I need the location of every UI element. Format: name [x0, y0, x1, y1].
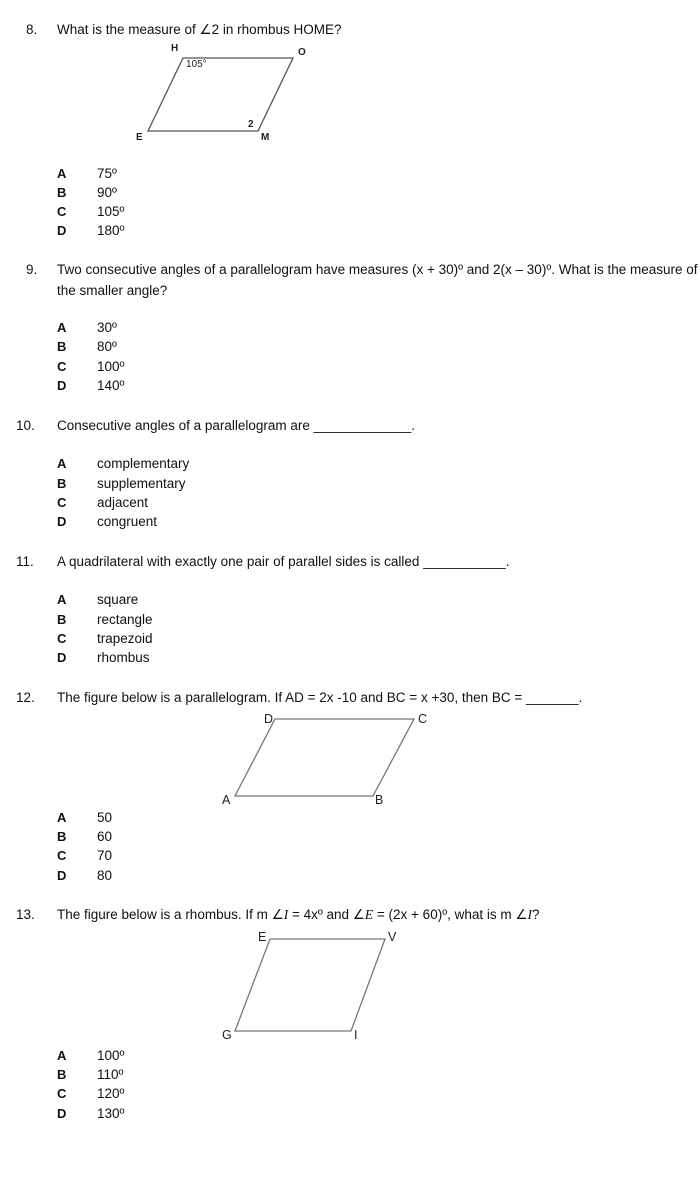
question-number: 8.	[26, 22, 38, 37]
option-value: 130º	[97, 1106, 125, 1121]
option-value: 100º	[97, 1048, 125, 1063]
option-letter: A	[57, 592, 67, 607]
option-letter: C	[57, 204, 67, 219]
answer-option[interactable]	[0, 1106, 400, 1124]
option-letter: A	[57, 810, 67, 825]
question-number: 9.	[26, 262, 38, 277]
option-letter: C	[57, 631, 67, 646]
angle-variable-i: I	[283, 907, 289, 922]
question-number: 13.	[16, 907, 35, 922]
option-value: 80º	[97, 339, 117, 354]
question-number: 11.	[16, 554, 34, 569]
vertex-label-h: H	[171, 43, 179, 54]
option-value: supplementary	[97, 476, 186, 491]
question-number: 12.	[16, 690, 35, 705]
option-value: rectangle	[97, 612, 153, 627]
option-value: 80	[97, 868, 113, 883]
option-value: rhombus	[97, 650, 150, 665]
option-letter: B	[57, 612, 67, 627]
question-text-part: ?	[532, 907, 540, 922]
option-value: square	[97, 592, 139, 607]
question-text-part: = (2x + 60)º, what is m ∠	[373, 907, 528, 922]
option-letter: D	[57, 378, 67, 393]
angle-label-2: 2	[248, 119, 254, 130]
option-value: trapezoid	[97, 631, 153, 646]
option-letter: B	[57, 476, 67, 491]
option-letter: A	[57, 456, 67, 471]
option-value: complementary	[97, 456, 190, 471]
vertex-label-c: C	[418, 712, 428, 726]
question-number: 10.	[16, 418, 35, 433]
option-value: 100º	[97, 359, 125, 374]
question-text-line2: the smaller angle?	[57, 283, 168, 298]
option-value: 105º	[97, 204, 125, 219]
answer-option[interactable]	[0, 1067, 400, 1085]
vertex-label-v: V	[388, 930, 397, 944]
option-letter: C	[57, 359, 67, 374]
option-letter: C	[57, 495, 67, 510]
question-text-part: = 4xº and ∠	[288, 907, 365, 922]
option-letter: A	[57, 166, 67, 181]
option-value: 75º	[97, 166, 117, 181]
option-value: adjacent	[97, 495, 149, 510]
option-letter: B	[57, 1067, 67, 1082]
option-letter: D	[57, 223, 67, 238]
angle-variable-i: I	[527, 907, 532, 922]
question-text: Consecutive angles of a parallelogram are _____________.	[57, 418, 416, 433]
vertex-label-e: E	[136, 132, 143, 143]
question-text: The figure below is a parallelogram. If AD = 2x -10 and BC = x +30, then BC = _______.	[57, 690, 583, 705]
option-value: 180º	[97, 223, 125, 238]
option-letter: A	[57, 1048, 67, 1063]
option-value: 50	[97, 810, 113, 825]
vertex-label-g: G	[222, 1028, 232, 1042]
vertex-label-o: O	[298, 47, 306, 58]
option-letter: C	[57, 848, 67, 863]
question-text-line1: Two consecutive angles of a parallelogram have measures (x + 30)º and 2(x – 30)º. What is the measure of	[57, 262, 698, 277]
vertex-label-d: D	[264, 712, 274, 726]
question-text: What is the measure of ∠2 in rhombus HOME?	[57, 22, 342, 37]
question-text-part: The figure below is a rhombus. If m ∠	[57, 907, 284, 922]
vertex-label-i: I	[354, 1028, 358, 1042]
option-letter: B	[57, 185, 67, 200]
option-letter: C	[57, 1086, 67, 1101]
option-value: 60	[97, 829, 113, 844]
option-value: congruent	[97, 514, 158, 529]
option-value: 140º	[97, 378, 125, 393]
option-letter: D	[57, 514, 67, 529]
answer-option[interactable]	[0, 1086, 400, 1104]
question-text: A quadrilateral with exactly one pair of parallel sides is called ___________.	[57, 554, 510, 569]
option-value: 120º	[97, 1086, 125, 1101]
vertex-label-a: A	[222, 793, 231, 807]
option-letter: D	[57, 1106, 67, 1121]
option-letter: B	[57, 829, 67, 844]
option-value: 90º	[97, 185, 117, 200]
option-value: 30º	[97, 320, 117, 335]
vertex-label-m: M	[261, 132, 270, 143]
option-letter: B	[57, 339, 67, 354]
option-letter: D	[57, 868, 67, 883]
option-value: 70	[97, 848, 113, 863]
option-letter: D	[57, 650, 67, 665]
angle-variable-e: E	[364, 907, 374, 922]
answer-option[interactable]	[0, 1048, 400, 1066]
option-value: 110º	[97, 1067, 124, 1082]
vertex-label-e: E	[258, 930, 267, 944]
option-letter: A	[57, 320, 67, 335]
angle-label-105: 105°	[186, 59, 207, 70]
rhombus-shape	[235, 939, 385, 1031]
vertex-label-b: B	[375, 793, 384, 807]
